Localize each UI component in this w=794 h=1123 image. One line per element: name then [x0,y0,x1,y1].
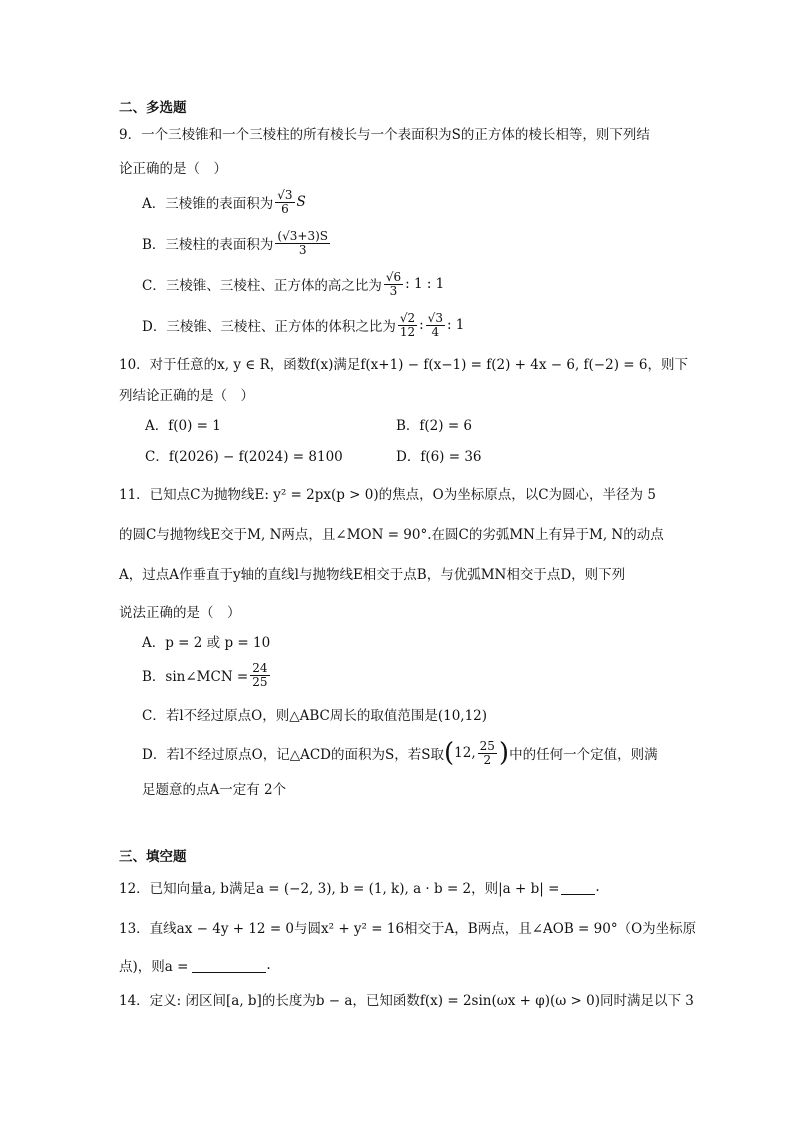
q11-option-d-numerator: 25 [479,738,495,753]
q11-stem-line2: 的圆C与抛物线E交于M, N两点，且∠MON = 90°.在圆C的劣弧MN上有异于M, N的动点 [119,527,664,543]
q9-option-b-numerator: (√3+3)S [277,228,328,243]
q9-option-c-denominator: 3 [389,283,398,298]
q11-option-d-fraction [478,740,497,766]
q10-option-c: C．f(2026) − f(2024) = 8100 [145,449,343,465]
q11-option-b-numerator: 24 [252,660,268,675]
q9-option-d-fraction-1 [398,312,417,338]
q9-option-b-denominator: 3 [298,242,307,257]
q9-option-a-fraction [275,189,294,215]
q9-option-d [142,308,794,342]
q9-option-d-suffix: : 1 [446,317,465,333]
q9-option-b-text: B．三棱柱的表面积为 [142,237,274,253]
section-multi-choice-title: 二、多选题 [119,100,187,116]
q9-option-d-denominator-2: 4 [431,324,440,339]
q9-option-c-fraction [384,271,403,297]
q11-option-b [142,657,794,693]
q11-option-c: C．若l不经过原点O，则△ABC周长的取值范围是(10,12) [142,708,488,724]
q10-option-d: D．f(6) = 36 [396,449,482,465]
q9-option-d-numerator-2: √3 [427,310,443,325]
q9-option-d-fraction-2 [426,312,445,338]
q11-option-d-suffix: 中的任何一个定值，则满 [509,747,658,763]
q11-option-d-line2: 足题意的点A一定有 2个 [142,782,287,798]
q9-option-d-colon: : [419,317,424,333]
q11-option-d-text: D．若l不经过原点O，记△ACD的面积为S，若S取 [142,747,444,763]
q11-option-d-interval-start: 12, [454,745,476,761]
q11-option-b-text: B．sin∠MCN = [142,669,249,685]
q10-stem-line1: 10．对于任意的x, y ∈ R，函数f(x)满足f(x+1) − f(x−1) = f(2) + 4x − 6, f(−2) = 6，则下 [119,357,688,373]
q11-option-a: A．p = 2 或 p = 10 [142,635,271,651]
q10-option-a: A．f(0) = 1 [145,418,221,434]
q13-answer-blank[interactable] [192,958,266,973]
q11-option-d-denominator: 2 [483,752,492,767]
q9-option-d-denominator-1: 12 [399,324,416,339]
q11-stem-line4: 说法正确的是（ ） [119,605,241,621]
q12-answer-blank[interactable] [561,880,595,895]
q11-option-d: D．若l不经过原点O，记△ACD的面积为S，若S取 ( 12, $\frac{25}{2}$ ) 中的任何一个定值，则满 [142,738,658,768]
q13-stem-line2: 点)，则a = [119,959,189,975]
q13-period: . [266,957,271,973]
q11-option-b-fraction [250,662,269,688]
q9-stem-line2: 论正确的是（ ） [119,161,227,177]
q9-option-a-numerator: √3 [277,187,293,202]
q11-option-b-denominator: 25 [252,674,268,689]
q9-option-d-text: D．三棱锥、三棱柱、正方体的体积之比为 [142,319,396,335]
q14-stem-line1: 14．定义: 闭区间[a, b]的长度为b − a，已知函数f(x) = 2sin(ωx + φ)(ω > 0)同时满足以下 3 [119,993,694,1009]
q12-stem: 12．已知向量a, b满足a = (−2, 3), b = (1, k), a · b = 2，则|a + b| = [119,881,560,897]
q9-option-b-fraction [275,230,330,256]
q10-stem-line2: 列结论正确的是（ ） [119,388,254,404]
q9-option-a-suffix: S [296,194,306,210]
q9-option-b [142,226,794,260]
q13-stem-line1: 13．直线ax − 4y + 12 = 0与圆x² + y² = 16相交于A，B两点，且∠AOB = 90°（O为坐标原 [119,921,697,937]
q9-option-c-suffix: : 1 : 1 [405,276,445,292]
q9-stem-line1: 9．一个三棱锥和一个三棱柱的所有棱长与一个表面积为S的正方体的棱长相等，则下列结 [119,127,650,143]
q9-option-a-denominator: 6 [281,201,289,216]
q9-option-c-numerator: √6 [385,269,402,284]
q9-option-d-numerator-1: √2 [399,310,416,325]
q12-period: . [595,879,600,895]
q9-option-c-text: C．三棱锥、三棱柱、正方体的高之比为 [142,278,382,294]
q10-option-b: B．f(2) = 6 [396,418,473,434]
q13-line2 [119,951,794,979]
q9-option-a-text: A．三棱锥的表面积为 [142,196,274,212]
q12-line [119,873,794,901]
q11-stem-line3: A，过点A作垂直于y轴的直线l与抛物线E相交于点B，与优弧MN相交于点D，则下列 [119,567,626,583]
section-fill-blank-title: 三、填空题 [119,849,187,865]
q11-stem-line1: 11．已知点C为抛物线E: y² = 2px(p > 0)的焦点，O为坐标原点，以C为圆心，半径为 5 [119,487,656,503]
q9-option-c [142,267,794,301]
q9-option-a [142,185,794,219]
